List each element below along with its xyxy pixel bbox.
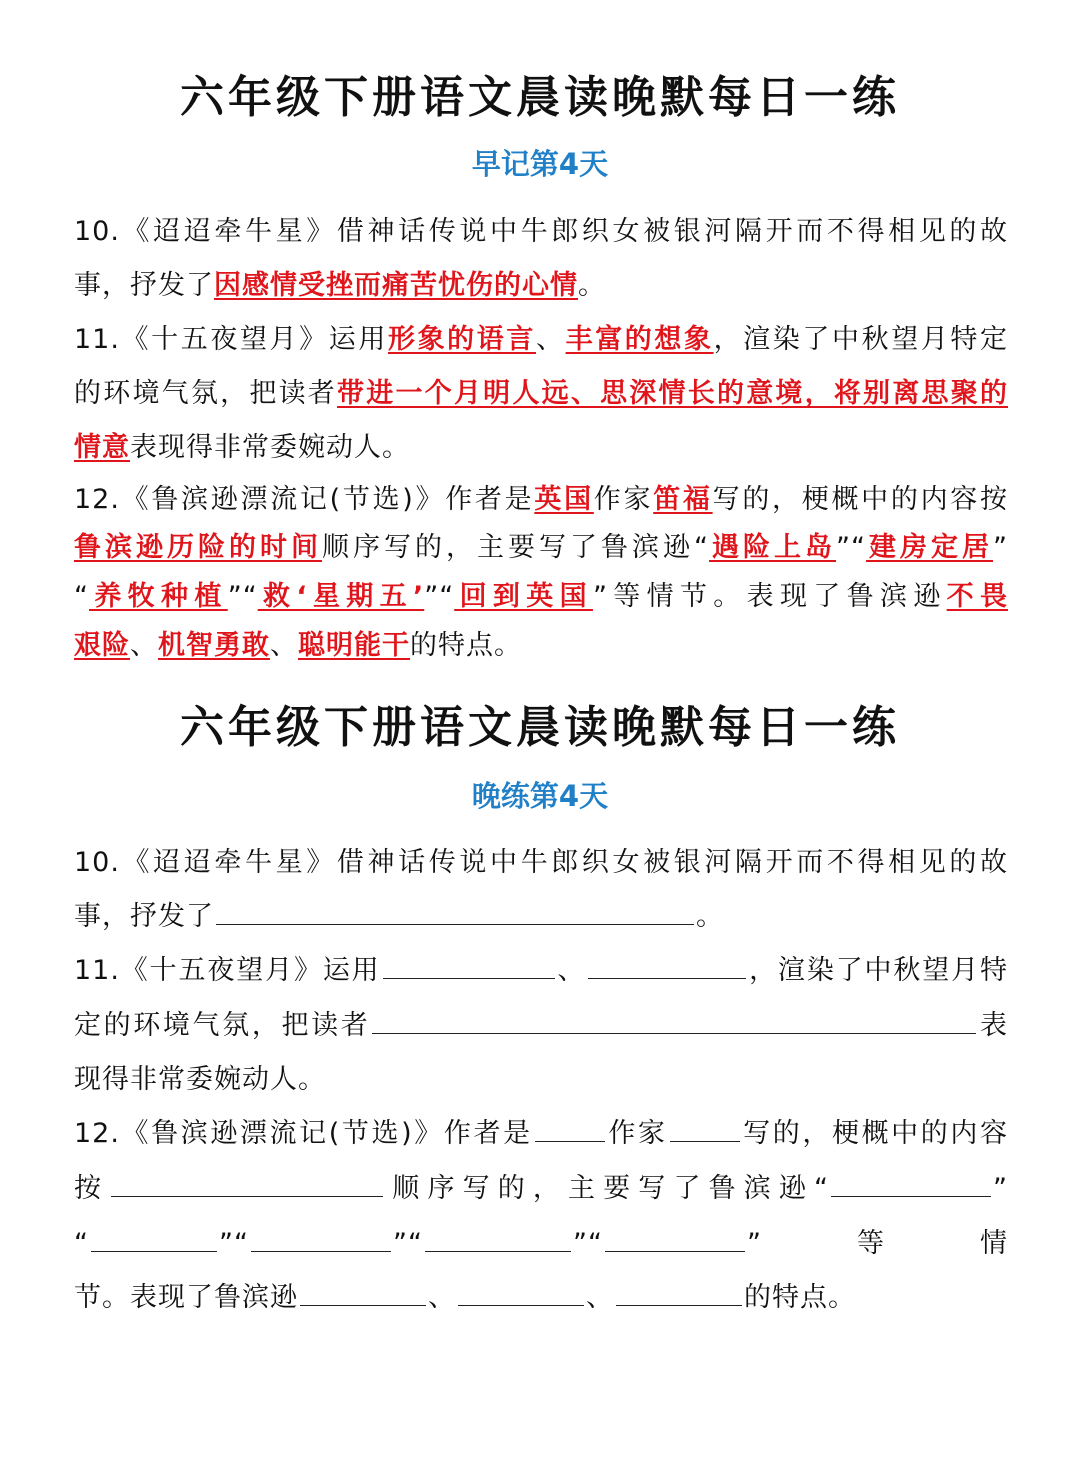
answer-blank[interactable] xyxy=(535,1115,605,1142)
answer-text: 回到英国 xyxy=(454,581,593,612)
static-text: 顺序写的，主要写了鲁滨逊“ xyxy=(322,532,710,563)
static-text: 、 xyxy=(130,630,158,661)
static-text: “ xyxy=(74,1228,89,1259)
morning-q11-line1 xyxy=(74,320,1008,360)
static-text: 11.《十五夜望月》运用 xyxy=(74,955,381,986)
static-text: 顺序写的，主要写了鲁滨逊“ xyxy=(385,1173,830,1204)
morning-q12-line4 xyxy=(74,626,1008,666)
answer-text: 形象的语言 xyxy=(387,324,536,355)
answer-text: 养牧种植 xyxy=(89,581,228,612)
evening-q11-line2 xyxy=(74,1006,1008,1046)
evening-q11-line3: 现得非常委婉动人。 xyxy=(74,1064,326,1095)
morning-q11-line2 xyxy=(74,374,1008,414)
answer-text: 艰险 xyxy=(74,630,130,661)
static-text: 、 xyxy=(586,1282,614,1313)
evening-q10-line1: 10.《迢迢牵牛星》借神话传说中牛郎织女被银河隔开而不得相见的故 xyxy=(74,847,1008,878)
answer-text: 遇险上岛 xyxy=(709,532,837,563)
static-text: ”“ xyxy=(572,1228,603,1259)
answer-blank[interactable] xyxy=(588,952,746,979)
evening-q11-line1 xyxy=(74,951,1008,991)
page-title-evening: 六年级下册语文晨读晚默每日一练 xyxy=(180,702,900,753)
answer-blank[interactable] xyxy=(216,898,694,925)
answer-blank[interactable] xyxy=(605,1225,745,1252)
answer-blank[interactable] xyxy=(251,1225,391,1252)
evening-q12-line2 xyxy=(74,1169,1008,1209)
static-text: 事，抒发了 xyxy=(74,901,214,932)
morning-q10-line2 xyxy=(74,266,1008,306)
answer-blank[interactable] xyxy=(300,1279,426,1306)
morning-q12-line2 xyxy=(74,528,1008,568)
static-text: 事，抒发了 xyxy=(74,270,214,301)
morning-subtitle: 早记第4天 xyxy=(471,147,609,181)
morning-q12-line1 xyxy=(74,480,1008,520)
static-text: 定的环境气氛，把读者 xyxy=(74,1010,371,1041)
static-text: 、 xyxy=(270,630,298,661)
static-text: 写的，梗概中的内容按 xyxy=(712,484,1009,515)
static-text: 作家 xyxy=(606,1118,668,1149)
static-text: ”“ xyxy=(424,581,455,612)
answer-blank[interactable] xyxy=(616,1279,742,1306)
static-text: 。 xyxy=(696,901,724,932)
static-text: ”等情节。表现了鲁滨逊 xyxy=(592,581,947,612)
answer-text: 丰富的想象 xyxy=(565,324,714,355)
evening-q10-line2 xyxy=(74,897,1008,937)
static-text: 表现得非常委婉动人。 xyxy=(130,432,410,463)
static-text: ” xyxy=(993,532,1009,563)
answer-text: 不畏 xyxy=(946,581,1009,612)
static-text: ”“ xyxy=(836,532,867,563)
answer-text: 建房定居 xyxy=(866,532,994,563)
answer-text: 聪明能干 xyxy=(298,630,410,661)
answer-text: 因感情受挫而痛苦忧伤的心情 xyxy=(214,270,578,301)
page-title: 六年级下册语文晨读晚默每日一练 xyxy=(180,72,900,123)
answer-text: 笛福 xyxy=(653,484,713,515)
static-text: ” xyxy=(993,1173,1009,1204)
static-text: ”等情 xyxy=(746,1228,1008,1259)
morning-q12-line3 xyxy=(74,577,1008,617)
static-text: 的特点。 xyxy=(744,1282,856,1313)
answer-blank[interactable] xyxy=(670,1115,740,1142)
static-text: 11.《十五夜望月》运用 xyxy=(74,324,388,355)
answer-text: 带进一个月明人远、思深情长的意境，将别离思聚的 xyxy=(337,378,1009,409)
static-text: 、 xyxy=(535,324,566,355)
answer-text: 英国 xyxy=(534,484,594,515)
answer-blank[interactable] xyxy=(458,1279,584,1306)
answer-blank[interactable] xyxy=(111,1170,383,1197)
static-text: 按 xyxy=(74,1173,110,1204)
answer-text: 情意 xyxy=(74,432,130,463)
static-text: ”“ xyxy=(227,581,258,612)
static-text: ，渲染了中秋望月特 xyxy=(748,955,1008,986)
static-text: “ xyxy=(74,581,89,612)
static-text: 表 xyxy=(978,1010,1009,1041)
static-text: 、 xyxy=(556,955,587,986)
static-text: 、 xyxy=(428,1282,456,1313)
morning-q10-line1: 10.《迢迢牵牛星》借神话传说中牛郎织女被银河隔开而不得相见的故 xyxy=(74,216,1008,247)
answer-blank[interactable] xyxy=(91,1225,217,1252)
answer-blank[interactable] xyxy=(372,1007,976,1034)
morning-q11-line3 xyxy=(74,428,1008,468)
answer-blank[interactable] xyxy=(831,1170,991,1197)
static-text: 节。表现了鲁滨逊 xyxy=(74,1282,298,1313)
static-text: 写的，梗概中的内容 xyxy=(741,1118,1009,1149)
static-text: 12.《鲁滨逊漂流记(节选)》作者是 xyxy=(74,1118,533,1149)
answer-blank[interactable] xyxy=(383,952,555,979)
answer-text: 机智勇敢 xyxy=(158,630,270,661)
static-text: ，渲染了中秋望月特定 xyxy=(713,324,1009,355)
answer-blank[interactable] xyxy=(425,1225,571,1252)
static-text: 的特点。 xyxy=(410,630,522,661)
static-text: 。 xyxy=(578,270,606,301)
answer-text: 救‘星期五’ xyxy=(257,581,425,612)
evening-subtitle: 晚练第4天 xyxy=(471,779,609,813)
answer-text: 鲁滨逊历险的时间 xyxy=(74,532,323,563)
evening-q12-line1 xyxy=(74,1114,1008,1154)
evening-q12-line4 xyxy=(74,1278,1008,1318)
static-text: 12.《鲁滨逊漂流记(节选)》作者是 xyxy=(74,484,535,515)
static-text: 作家 xyxy=(593,484,654,515)
static-text: ”“ xyxy=(392,1228,423,1259)
static-text: ”“ xyxy=(219,1228,249,1259)
static-text: 的环境气氛，把读者 xyxy=(74,378,338,409)
evening-q12-line3 xyxy=(74,1224,1008,1264)
